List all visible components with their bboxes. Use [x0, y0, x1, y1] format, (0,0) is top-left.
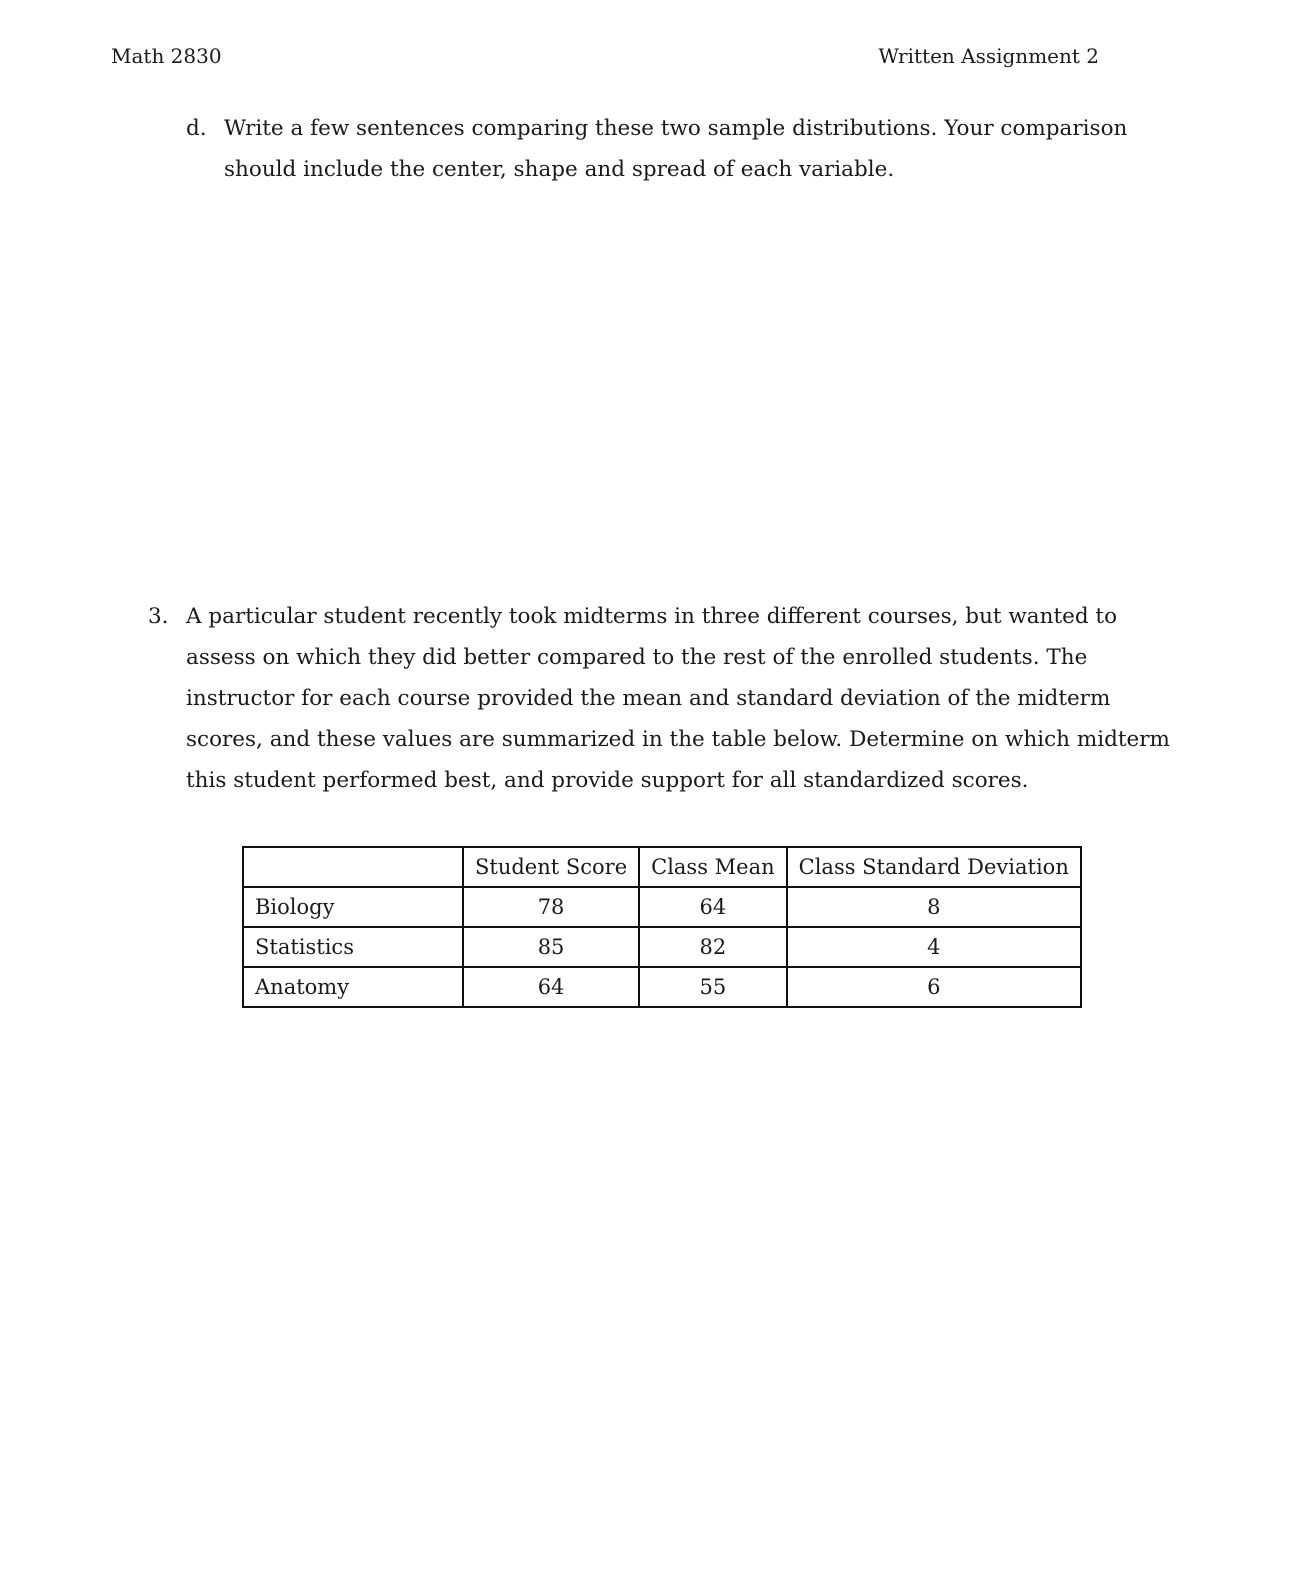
- class-sd-cell: 8: [787, 887, 1081, 927]
- class-mean-cell: 55: [639, 967, 787, 1007]
- item-marker: d.: [186, 116, 207, 141]
- question-3: [148, 596, 1178, 801]
- table-header-row: [243, 847, 1081, 887]
- course-name: Math 2830: [111, 44, 222, 68]
- subject-cell: Statistics: [243, 927, 463, 967]
- header-cell-class-sd: Class Standard Deviation: [787, 847, 1081, 887]
- question-number: 3.: [148, 604, 169, 629]
- student-score-cell: 85: [463, 927, 639, 967]
- class-sd-cell: 6: [787, 967, 1081, 1007]
- assignment-title: Written Assignment 2: [878, 44, 1099, 68]
- question-item-d: [186, 108, 1146, 190]
- table-row: [243, 927, 1081, 967]
- header-cell-class-mean: Class Mean: [639, 847, 787, 887]
- header-cell-empty: [243, 847, 463, 887]
- subject-cell: Biology: [243, 887, 463, 927]
- scores-table: [242, 846, 1082, 1008]
- table-row: [243, 887, 1081, 927]
- header-cell-student-score: Student Score: [463, 847, 639, 887]
- subject-cell: Anatomy: [243, 967, 463, 1007]
- class-mean-cell: 64: [639, 887, 787, 927]
- item-text: Write a few sentences comparing these two sample distributions. Your comparison should include the center, shape and spread of each variable.: [224, 116, 1128, 182]
- student-score-cell: 64: [463, 967, 639, 1007]
- table-row: [243, 967, 1081, 1007]
- class-sd-cell: 4: [787, 927, 1081, 967]
- student-score-cell: 78: [463, 887, 639, 927]
- class-mean-cell: 82: [639, 927, 787, 967]
- question-text: A particular student recently took midterms in three different courses, but wanted to assess on which they did better compared to the rest of the enrolled students. The instructor for each course provided the mean and standard deviation of the midterm scores, and these values are summarized in the table below. Determine on which midterm this student performed best, and provide support for all standardized scores.: [186, 604, 1170, 793]
